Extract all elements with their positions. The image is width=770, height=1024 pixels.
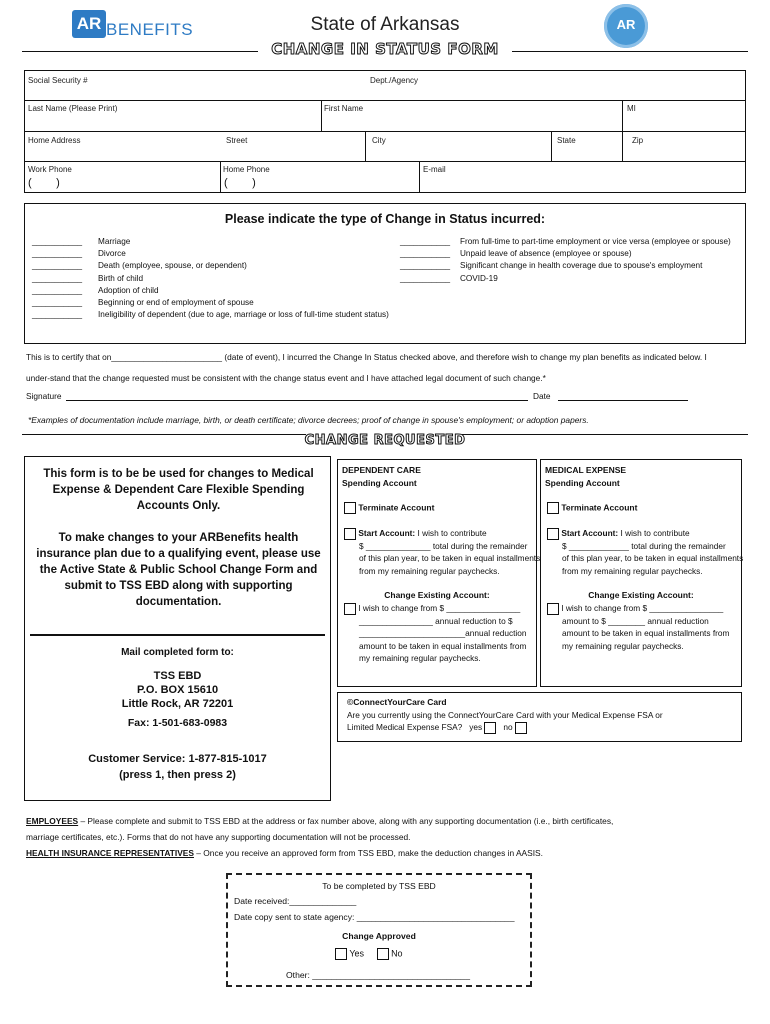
me-start-checkbox[interactable] [547,528,559,540]
ssn-field[interactable]: Social Security # [28,76,88,85]
change-option-label: Birth of child [98,273,144,283]
address-line3: Little Rock, AR 72201 [121,698,234,710]
dc-start-amount[interactable]: $ ______________ total during the remainder [359,540,528,551]
info-para1: This form is to be be used for changes to Medical Expense & Dependent Care Flexible Spending Accounts Only. [43,468,314,512]
dc-change-title: Change Existing Account: [384,590,490,600]
change-option-label: Marriage [98,237,131,246]
me-terminate-checkbox[interactable] [547,502,559,514]
dept-field[interactable]: Dept./Agency [370,76,419,85]
change-option-left [32,309,402,321]
employees-text: – Please complete and submit to TSS EBD at the address or fax number above, along with any supporting documentation (i.e., birth certificates, [78,816,614,826]
change-option-left [32,297,402,309]
dependent-care-title: DEPENDENT CARE [342,465,421,475]
address-line2: P.O. BOX 15610 [136,684,219,696]
grid-col-line [220,161,221,193]
mi-field[interactable]: MI [627,104,636,113]
change-option-blank[interactable]: ___________ [400,261,451,271]
fax-number: Fax: 1-501-683-0983 [127,717,228,729]
change-option-blank[interactable]: ___________ [32,261,83,271]
card-question-2-text: Limited Medical Expense FSA? [347,722,463,733]
me-change-title: Change Existing Account: [588,590,694,600]
change-option-label: Adoption of child [98,285,159,295]
dc-change-line5: my remaining regular paychecks. [359,653,481,664]
card-yes-label: yes [469,722,483,733]
card-no-checkbox[interactable] [515,722,527,734]
dependent-care-subtitle: Spending Account [342,478,417,488]
work-phone-area[interactable]: ( ) [28,177,60,189]
change-option-label: From full-time to part-time employment or vice versa (employee or spouse) [460,237,731,246]
state-field[interactable]: State [557,136,576,145]
signature-field[interactable] [66,400,528,401]
dc-change-option [344,602,536,665]
ar-benefits-logo [72,8,202,42]
me-change-option [547,602,741,652]
card-no-label: no [503,722,513,733]
me-start-line4: from my remaining regular paychecks. [562,565,703,576]
change-option-blank[interactable]: ___________ [32,249,83,259]
change-option-left [32,273,402,285]
home-address-field[interactable]: Home Address [28,136,81,145]
me-change-line4: my remaining regular paychecks. [562,640,684,651]
me-start-label: Start Account: [561,528,619,538]
change-option-label: COVID-19 [460,273,498,283]
dc-terminate-label: Terminate Account [358,502,435,513]
grid-col-line [622,131,623,161]
approved-yes-checkbox[interactable] [335,948,347,960]
right-change-list [400,236,740,285]
header-rule-right [512,51,748,52]
date-label: Date [533,391,551,401]
office-title: To be completed by TSS EBD [322,881,436,891]
email-field[interactable]: E-mail [423,165,446,174]
street-label: Street [226,136,248,145]
certify-line2: under-stand that the change requested must be consistent with the change status event and I have attached legal document of such change.* [26,373,546,383]
dc-start-line4: from my remaining regular paychecks. [359,565,500,576]
dc-terminate-option [344,502,434,514]
home-phone-field[interactable]: Home Phone [223,165,270,174]
state-title: State of Arkansas [310,14,460,35]
change-option-right [400,260,740,272]
home-phone-area[interactable]: ( ) [224,177,256,189]
certify-line1: This is to certify that on________________________ (date of event), I incurred the Change In Status checked above, and therefore wish to change my plan benefits as indicated below. I [26,352,707,362]
city-field[interactable]: City [372,136,386,145]
info-divider [30,634,325,636]
change-option-left [32,260,402,272]
me-change-checkbox[interactable] [547,603,559,615]
hir-text: – Once you receive an approved form from TSS EBD, make the deduction changes in AASIS. [193,848,543,858]
medical-expense-subtitle: Spending Account [545,478,620,488]
grid-row-line [24,161,746,162]
left-change-list [32,236,402,321]
logo-benefits-text: BENEFITS [106,20,194,39]
change-option-label: Significant change in health coverage due to spouse's employment [460,261,703,271]
card-yes-checkbox[interactable] [484,722,496,734]
card-title: ©ConnectYourCare Card [347,697,447,707]
me-start-amount[interactable]: $ _____________ total during the remainder [562,540,726,551]
dc-change-line2[interactable]: ________________ annual reduction to $ [359,615,513,626]
change-type-heading: Please indicate the type of Change in Status incurred: [224,212,546,226]
state-seal-icon [604,4,648,48]
change-option-label: Divorce [98,249,126,259]
change-option-label: Unpaid leave of absence (employee or spouse) [460,249,632,259]
date-field[interactable] [558,400,688,401]
header-rule-left [22,51,258,52]
change-option-blank[interactable]: ___________ [400,273,451,283]
date-received-field[interactable]: Date received:______________ [234,896,357,906]
dc-change-line3[interactable]: _______________________annual reduction [359,628,527,639]
card-question-2 [347,722,527,734]
first-name-field[interactable]: First Name [324,104,364,113]
me-terminate-label: Terminate Account [561,502,638,513]
change-option-right [400,248,740,260]
grid-col-line [321,100,322,131]
info-para2: To make changes to your ARBenefits health insurance plan due to a qualifying event, please use the Active State & Public School Change Form and submit to TSS EBD along with supporting documentation. [36,532,321,608]
customer-service: Customer Service: 1-877-815-1017 [88,753,267,765]
grid-row-line [24,100,746,101]
section-rule-left [22,434,306,435]
approved-no-checkbox[interactable] [377,948,389,960]
change-requested-title: CHANGE REQUESTED [304,433,466,448]
change-option-label: Beginning or end of employment of spouse [98,298,254,308]
dc-start-checkbox[interactable] [344,528,356,540]
dc-start-label: Start Account: [358,528,416,538]
dc-terminate-checkbox[interactable] [344,502,356,514]
hir-note [26,848,543,858]
dc-start-option [344,527,541,577]
form-title: CHANGE IN STATUS FORM [271,40,499,58]
me-change-line1[interactable]: I wish to change from $ ________________ [561,603,724,613]
mail-label: Mail completed form to: [121,647,234,658]
documentation-note: *Examples of documentation include marriage, birth, or death certificate; divorce decrees; proof of change in spouse's employment; or adoption papers. [28,415,589,425]
grid-row-line [24,131,746,132]
change-option-blank[interactable]: ___________ [400,237,451,246]
other-field[interactable]: Other: _________________________________ [286,970,470,980]
change-option-blank[interactable]: ___________ [32,298,83,308]
section-rule-right [462,434,748,435]
approved-yes-label: Yes [349,948,365,959]
last-name-field[interactable]: Last Name (Please Print) [28,104,118,113]
change-option-right [400,273,740,285]
change-option-label: Ineligibility of dependent (due to age, marriage or loss of full-time student status) [98,310,389,320]
card-question-1: Are you currently using the ConnectYourCare Card with your Medical Expense FSA or [347,710,663,720]
customer-service-note: (press 1, then press 2) [119,769,236,781]
change-option-blank[interactable]: ___________ [400,249,451,259]
dc-start-line3: of this plan year, to be taken in equal installments [359,553,541,564]
change-option-blank[interactable]: ___________ [32,273,83,283]
employees-note [26,816,613,826]
me-terminate-option [547,502,637,514]
employees-note-line2: marriage certificates, etc.). Forms that do not have any supporting documentation will not be processed. [26,832,411,842]
seal-text: AR [616,17,636,32]
address-line1: TSS EBD [153,670,202,682]
zip-field[interactable]: Zip [632,136,644,145]
work-phone-field[interactable]: Work Phone [28,165,72,174]
me-change-line2[interactable]: amount to $ ________ annual reduction [562,615,709,626]
change-option-right [400,236,740,248]
dc-start-text: I wish to contribute [415,528,487,538]
change-option-left [32,285,402,297]
medical-expense-title: MEDICAL EXPENSE [545,465,627,475]
grid-col-line [622,100,623,131]
change-option-blank[interactable]: ___________ [32,285,83,295]
change-option-blank[interactable]: ___________ [32,237,83,246]
grid-col-line [365,131,366,161]
change-approved-label: Change Approved [342,931,416,941]
hir-label: HEALTH INSURANCE REPRESENTATIVES [26,848,194,858]
change-option-left [32,236,402,248]
approval-options [335,948,403,960]
me-start-text: I wish to contribute [618,528,690,538]
change-option-label: Death (employee, spouse, or dependent) [98,261,247,271]
me-start-line3: of this plan year, to be taken in equal installments [562,553,744,564]
approved-no-label: No [391,948,403,959]
me-change-line3: amount to be taken in equal installments from [562,628,730,639]
logo-ar-badge: AR [72,10,106,38]
employees-label: EMPLOYEES [26,816,79,826]
change-option-blank[interactable]: ___________ [32,310,83,320]
date-copy-sent-field[interactable]: Date copy sent to state agency: _________________________________ [234,912,515,922]
dc-change-line1[interactable]: I wish to change from $ ________________ [358,603,521,613]
change-option-left [32,248,402,260]
dc-change-checkbox[interactable] [344,603,356,615]
grid-col-line [419,161,420,193]
grid-col-line [551,131,552,161]
dc-change-line4: amount to be taken in equal installments from [359,640,527,651]
signature-label: Signature [26,391,62,401]
me-start-option [547,527,744,577]
